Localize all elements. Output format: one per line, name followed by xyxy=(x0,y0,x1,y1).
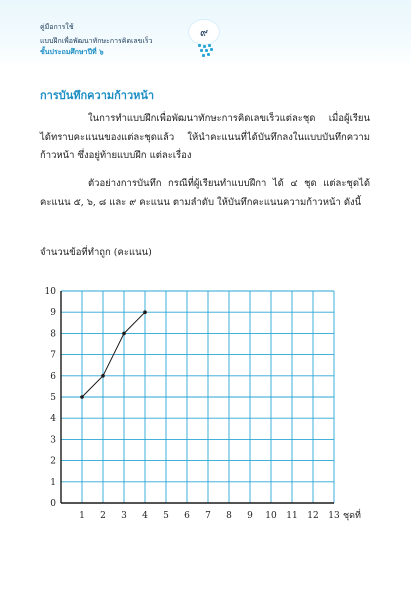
data-point xyxy=(80,395,84,399)
paragraph-1: ในการทำแบบฝึกเพื่อพัฒนาทักษะการคิดเลขเร็วแต่ละชุด เมื่อผู้เรียนได้ทราบคะแนนของแต่ละชุดแล้ว ให้นำคะแนนที่ได้บันทึกลงในแบบบันทึกความก้าวหน้า ซึ่งอยู่ท้ายแบบฝึก แต่ละเรื่อง xyxy=(40,113,370,161)
x-tick-label: 2 xyxy=(100,511,106,521)
page-number-badge xyxy=(189,20,219,44)
x-tick-label: 8 xyxy=(226,511,232,521)
y-tick-label: 10 xyxy=(44,287,56,297)
section-title: การบันทึกความก้าวหน้า xyxy=(40,89,155,102)
x-tick-label: 11 xyxy=(286,511,298,521)
x-tick-label: 4 xyxy=(142,511,148,521)
y-tick-label: 2 xyxy=(50,456,56,467)
y-tick-label: 5 xyxy=(50,393,56,403)
x-tick-label: 1 xyxy=(79,511,85,521)
y-tick-label: 0 xyxy=(50,499,56,509)
x-tick-label: 3 xyxy=(121,511,127,521)
x-tick-label: 10 xyxy=(265,511,277,521)
y-tick-label: 8 xyxy=(50,329,56,340)
y-tick-label: 3 xyxy=(50,435,56,446)
chart-x-axis-label: ชุดที่ xyxy=(343,511,361,521)
x-tick-label: 9 xyxy=(247,511,253,521)
y-tick-label: 4 xyxy=(50,414,56,425)
page-number: ๙ xyxy=(199,26,209,39)
x-tick-label: 5 xyxy=(163,511,169,521)
data-point xyxy=(143,310,147,314)
x-tick-label: 13 xyxy=(328,511,340,521)
header-line-2: แบบฝึกเพื่อพัฒนาทักษะการคิดเลขเร็ว xyxy=(40,37,153,45)
x-tick-label: 6 xyxy=(184,511,190,521)
data-point xyxy=(101,374,105,378)
y-tick-label: 7 xyxy=(50,350,56,361)
paragraph-2: ตัวอย่างการบันทึก กรณีที่ผู้เรียนทำแบบฝึกา ได้ ๔ ชุด แต่ละชุดได้คะแนน ๕, ๖, ๘ และ ๙ คะแนน ตามลำดับ ให้บันทึกคะแนนความก้าวหน้า ดังนี้ xyxy=(40,178,370,208)
chart-y-axis-label: จำนวนข้อที่ทำถูก (คะแนน) xyxy=(40,247,152,258)
y-tick-label: 9 xyxy=(50,308,56,319)
y-tick-label: 1 xyxy=(50,477,56,488)
header-grade-level: ชั้นประถมศึกษาปีที่ ๖ xyxy=(40,48,104,56)
x-tick-label: 12 xyxy=(307,511,319,521)
header-line-1: คู่มือการใช้ xyxy=(40,23,74,31)
y-tick-label: 6 xyxy=(50,371,56,382)
progress-chart xyxy=(0,270,411,530)
decorative-dots-icon xyxy=(196,44,214,58)
data-point xyxy=(122,332,126,336)
x-tick-label: 7 xyxy=(205,511,211,521)
